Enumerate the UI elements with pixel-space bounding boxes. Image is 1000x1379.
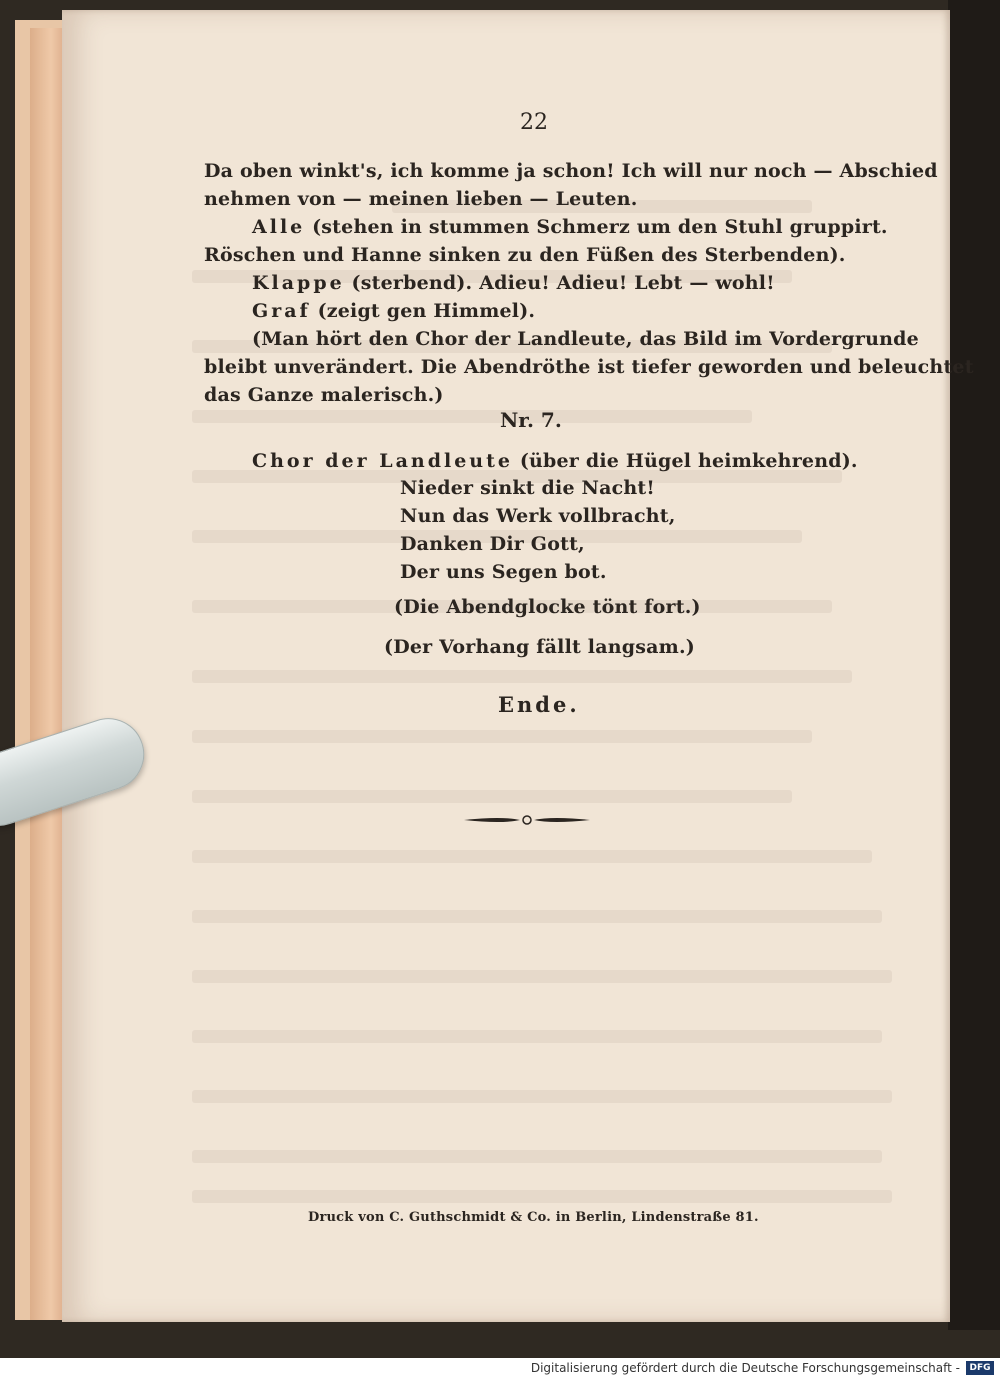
speaker-line — [252, 450, 858, 472]
stage-direction: (zeigt gen Himmel). — [317, 300, 536, 322]
speech: (sterbend). Adieu! Adieu! Lebt — wohl! — [351, 272, 775, 294]
text-line: Röschen und Hanne sinken zu den Füßen des Sterbenden). — [204, 244, 846, 266]
stage-direction: (Die Abendglocke tönt fort.) — [394, 596, 701, 618]
speaker-line — [252, 216, 888, 238]
footer-bar — [0, 1358, 1000, 1379]
text-line: nehmen von — meinen lieben — Leuten. — [204, 188, 638, 210]
verse-line: Der uns Segen bot. — [400, 561, 607, 583]
speaker-name: Chor der Landleute — [252, 450, 513, 472]
book-page — [62, 10, 974, 1322]
page-number: 22 — [520, 110, 548, 135]
speaker-name: Alle — [252, 216, 306, 238]
speaker-name: Klappe — [252, 272, 345, 294]
speaker-line — [252, 300, 535, 322]
stage-direction: (Man hört den Chor der Landleute, das Bild im Vordergrunde — [252, 328, 919, 350]
speaker-name: Graf — [252, 300, 311, 322]
verse-line: Nieder sinkt die Nacht! — [400, 477, 655, 499]
verse-line: Danken Dir Gott, — [400, 533, 585, 555]
stage-direction: das Ganze malerisch.) — [204, 384, 444, 406]
stage-direction: (stehen in stummen Schmerz um den Stuhl gruppirt. — [312, 216, 888, 238]
funding-notice: Digitalisierung gefördert durch die Deutsche Forschungsgemeinschaft - — [530, 1361, 960, 1375]
text-line: Da oben winkt's, ich komme ja schon! Ich will nur noch — Abschied — [204, 160, 938, 182]
ornament-rule — [462, 810, 592, 830]
stage-direction: bleibt unverändert. Die Abendröthe ist tiefer geworden und beleuchtet — [204, 356, 974, 378]
printer-imprint: Druck von C. Guthschmidt & Co. in Berlin, Lindenstraße 81. — [308, 1210, 759, 1225]
end-word: Ende. — [498, 692, 580, 717]
number-heading: Nr. 7. — [500, 408, 562, 432]
verse-line: Nun das Werk vollbracht, — [400, 505, 676, 527]
speaker-line — [252, 272, 775, 294]
dark-background — [948, 0, 1000, 1330]
dfg-logo: DFG — [966, 1361, 994, 1375]
stage-direction: (Der Vorhang fällt langsam.) — [384, 636, 695, 658]
stage-direction: (über die Hügel heimkehrend). — [519, 450, 858, 472]
